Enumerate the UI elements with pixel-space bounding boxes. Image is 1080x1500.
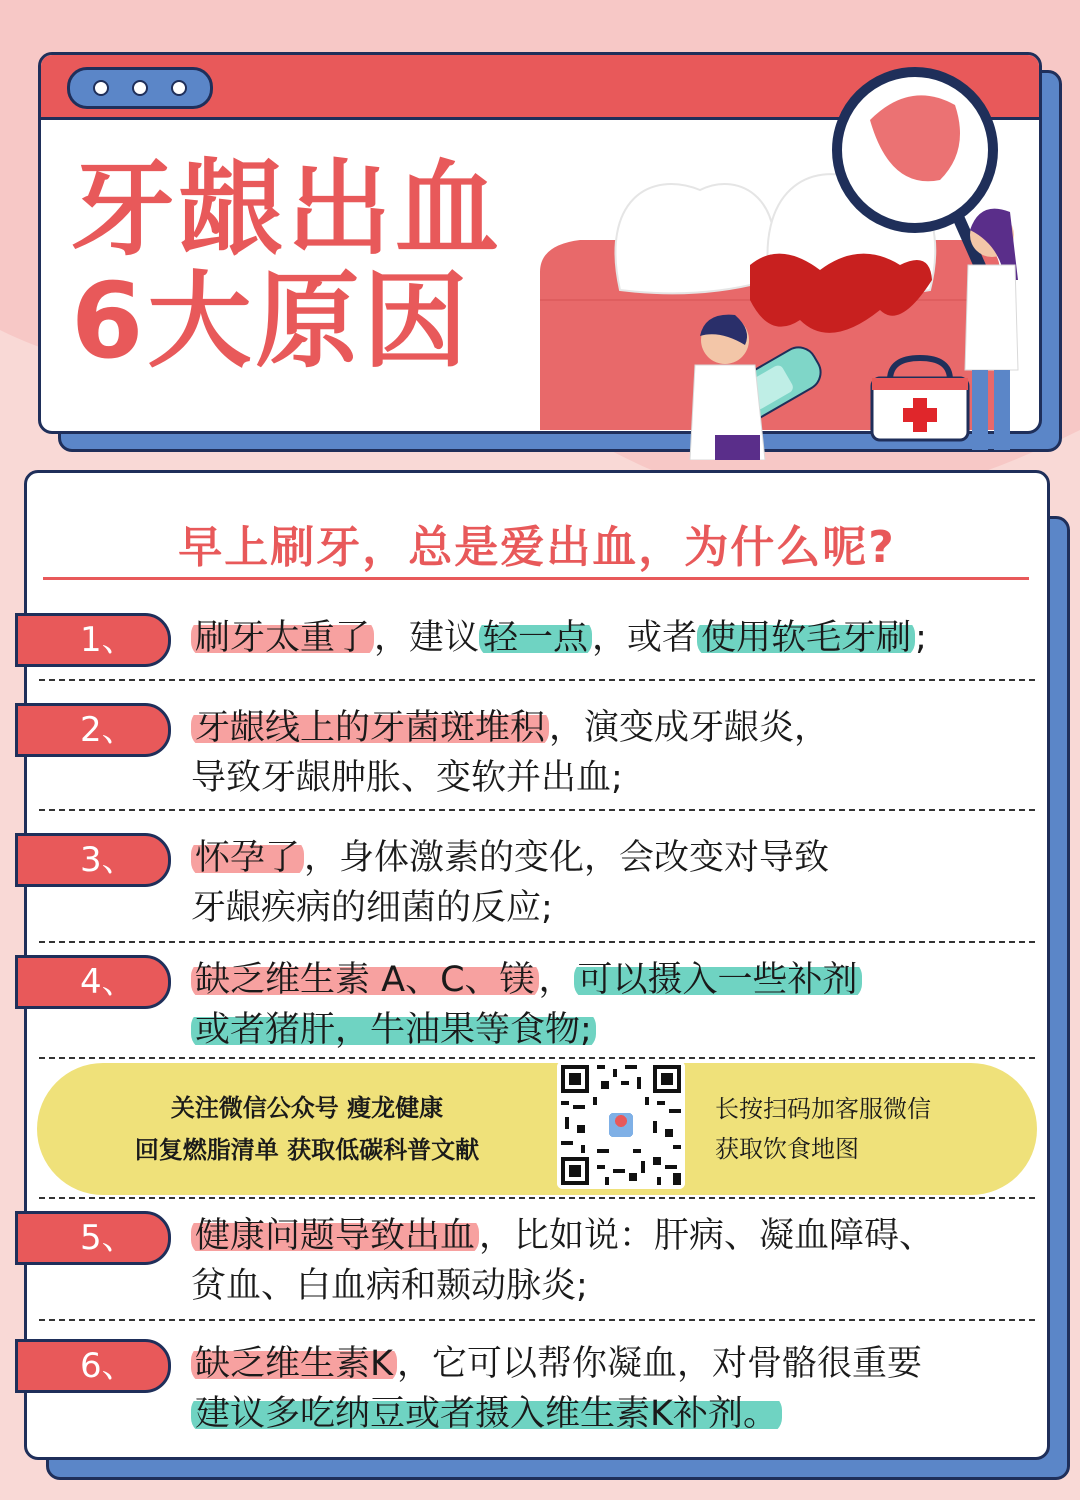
promo-line: 获取饮食地图 [715, 1135, 859, 1163]
text-segment: ; [915, 618, 927, 658]
text-segment: 牙龈疾病的细菌的反应; [191, 888, 553, 928]
highlighted-phrase: 轻一点 [479, 618, 592, 658]
promo-left-text [107, 1087, 507, 1171]
item-number-tab: 6、 [15, 1339, 171, 1393]
item-text [191, 833, 1023, 933]
item-text [191, 703, 1023, 803]
item-text-line [191, 703, 1023, 753]
title-line-2: 6大原因 [71, 260, 472, 382]
item-text-line [191, 1005, 1023, 1055]
item-text-line [191, 833, 1023, 883]
divider [39, 941, 1035, 943]
text-segment: 贫血、白血病和颞动脉炎; [191, 1266, 588, 1306]
text-segment: ，演变成牙龈炎， [549, 708, 830, 748]
gum-bleeding-illustration [500, 40, 1020, 460]
text-segment: ，建议 [374, 618, 480, 658]
divider [39, 1057, 1035, 1059]
highlighted-phrase: 健康问题导致出血 [191, 1216, 479, 1256]
item-text-line [191, 1389, 1023, 1439]
promo-line: 关注微信公众号 瘦龙健康 [170, 1094, 444, 1122]
text-segment: ，或者 [592, 618, 698, 658]
highlighted-phrase: 缺乏维生素 A、C、镁 [191, 960, 539, 1000]
title-line-1: 牙龈出血 [71, 148, 504, 270]
text-segment: 导致牙龈肿胀、变软并出血; [191, 758, 623, 798]
page-title [71, 148, 504, 382]
qr-code-icon[interactable] [557, 1061, 685, 1189]
highlighted-phrase: 使用软毛牙刷 [697, 618, 915, 658]
item-text-line [191, 1211, 1023, 1261]
main-card [24, 470, 1050, 1460]
heading-divider [43, 577, 1029, 580]
text-segment: ，它可以帮你凝血，对骨骼很重要 [396, 1344, 922, 1384]
highlighted-phrase: 怀孕了 [191, 838, 304, 878]
question-heading: 早上刷牙，总是爱出血，为什么呢? [178, 522, 896, 573]
promo-right-text [715, 1089, 931, 1169]
highlighted-phrase: 建议多吃纳豆或者摄入维生素K补剂。 [191, 1394, 782, 1434]
item-text-line [191, 613, 1023, 663]
item-number-tab: 2、 [15, 703, 171, 757]
highlighted-phrase: 可以摄入一些补剂 [574, 960, 862, 1000]
item-number-tab: 1、 [15, 613, 171, 667]
highlighted-phrase: 牙龈线上的牙菌斑堆积 [191, 708, 549, 748]
item-text-line [191, 955, 1023, 1005]
item-text [191, 1339, 1023, 1439]
highlighted-phrase: 缺乏维生素K [191, 1344, 397, 1384]
divider [39, 1319, 1035, 1321]
item-text-line [191, 883, 1023, 933]
item-text [191, 955, 1023, 1055]
item-text-line [191, 753, 1023, 803]
item-text [191, 1211, 1023, 1311]
item-text-line [191, 1261, 1023, 1311]
text-segment: ， [538, 960, 574, 1000]
promo-line: 长按扫码加客服微信 [715, 1095, 931, 1123]
item-number-tab: 3、 [15, 833, 171, 887]
item-number-tab: 4、 [15, 955, 171, 1009]
divider [39, 679, 1035, 681]
window-dots-icon [67, 67, 213, 109]
divider [39, 809, 1035, 811]
divider [39, 1197, 1035, 1199]
promo-banner [37, 1063, 1037, 1195]
highlighted-phrase: 刷牙太重了 [191, 618, 374, 658]
item-number-tab: 5、 [15, 1211, 171, 1265]
text-segment: ，身体激素的变化，会改变对导致 [304, 838, 830, 878]
item-text-line [191, 1339, 1023, 1389]
text-segment: ，比如说：肝病、凝血障碍、 [479, 1216, 935, 1256]
highlighted-phrase: 或者猪肝，牛油果等食物; [191, 1010, 596, 1050]
promo-line: 回复燃脂清单 获取低碳科普文献 [134, 1136, 480, 1164]
item-text [191, 613, 1023, 663]
